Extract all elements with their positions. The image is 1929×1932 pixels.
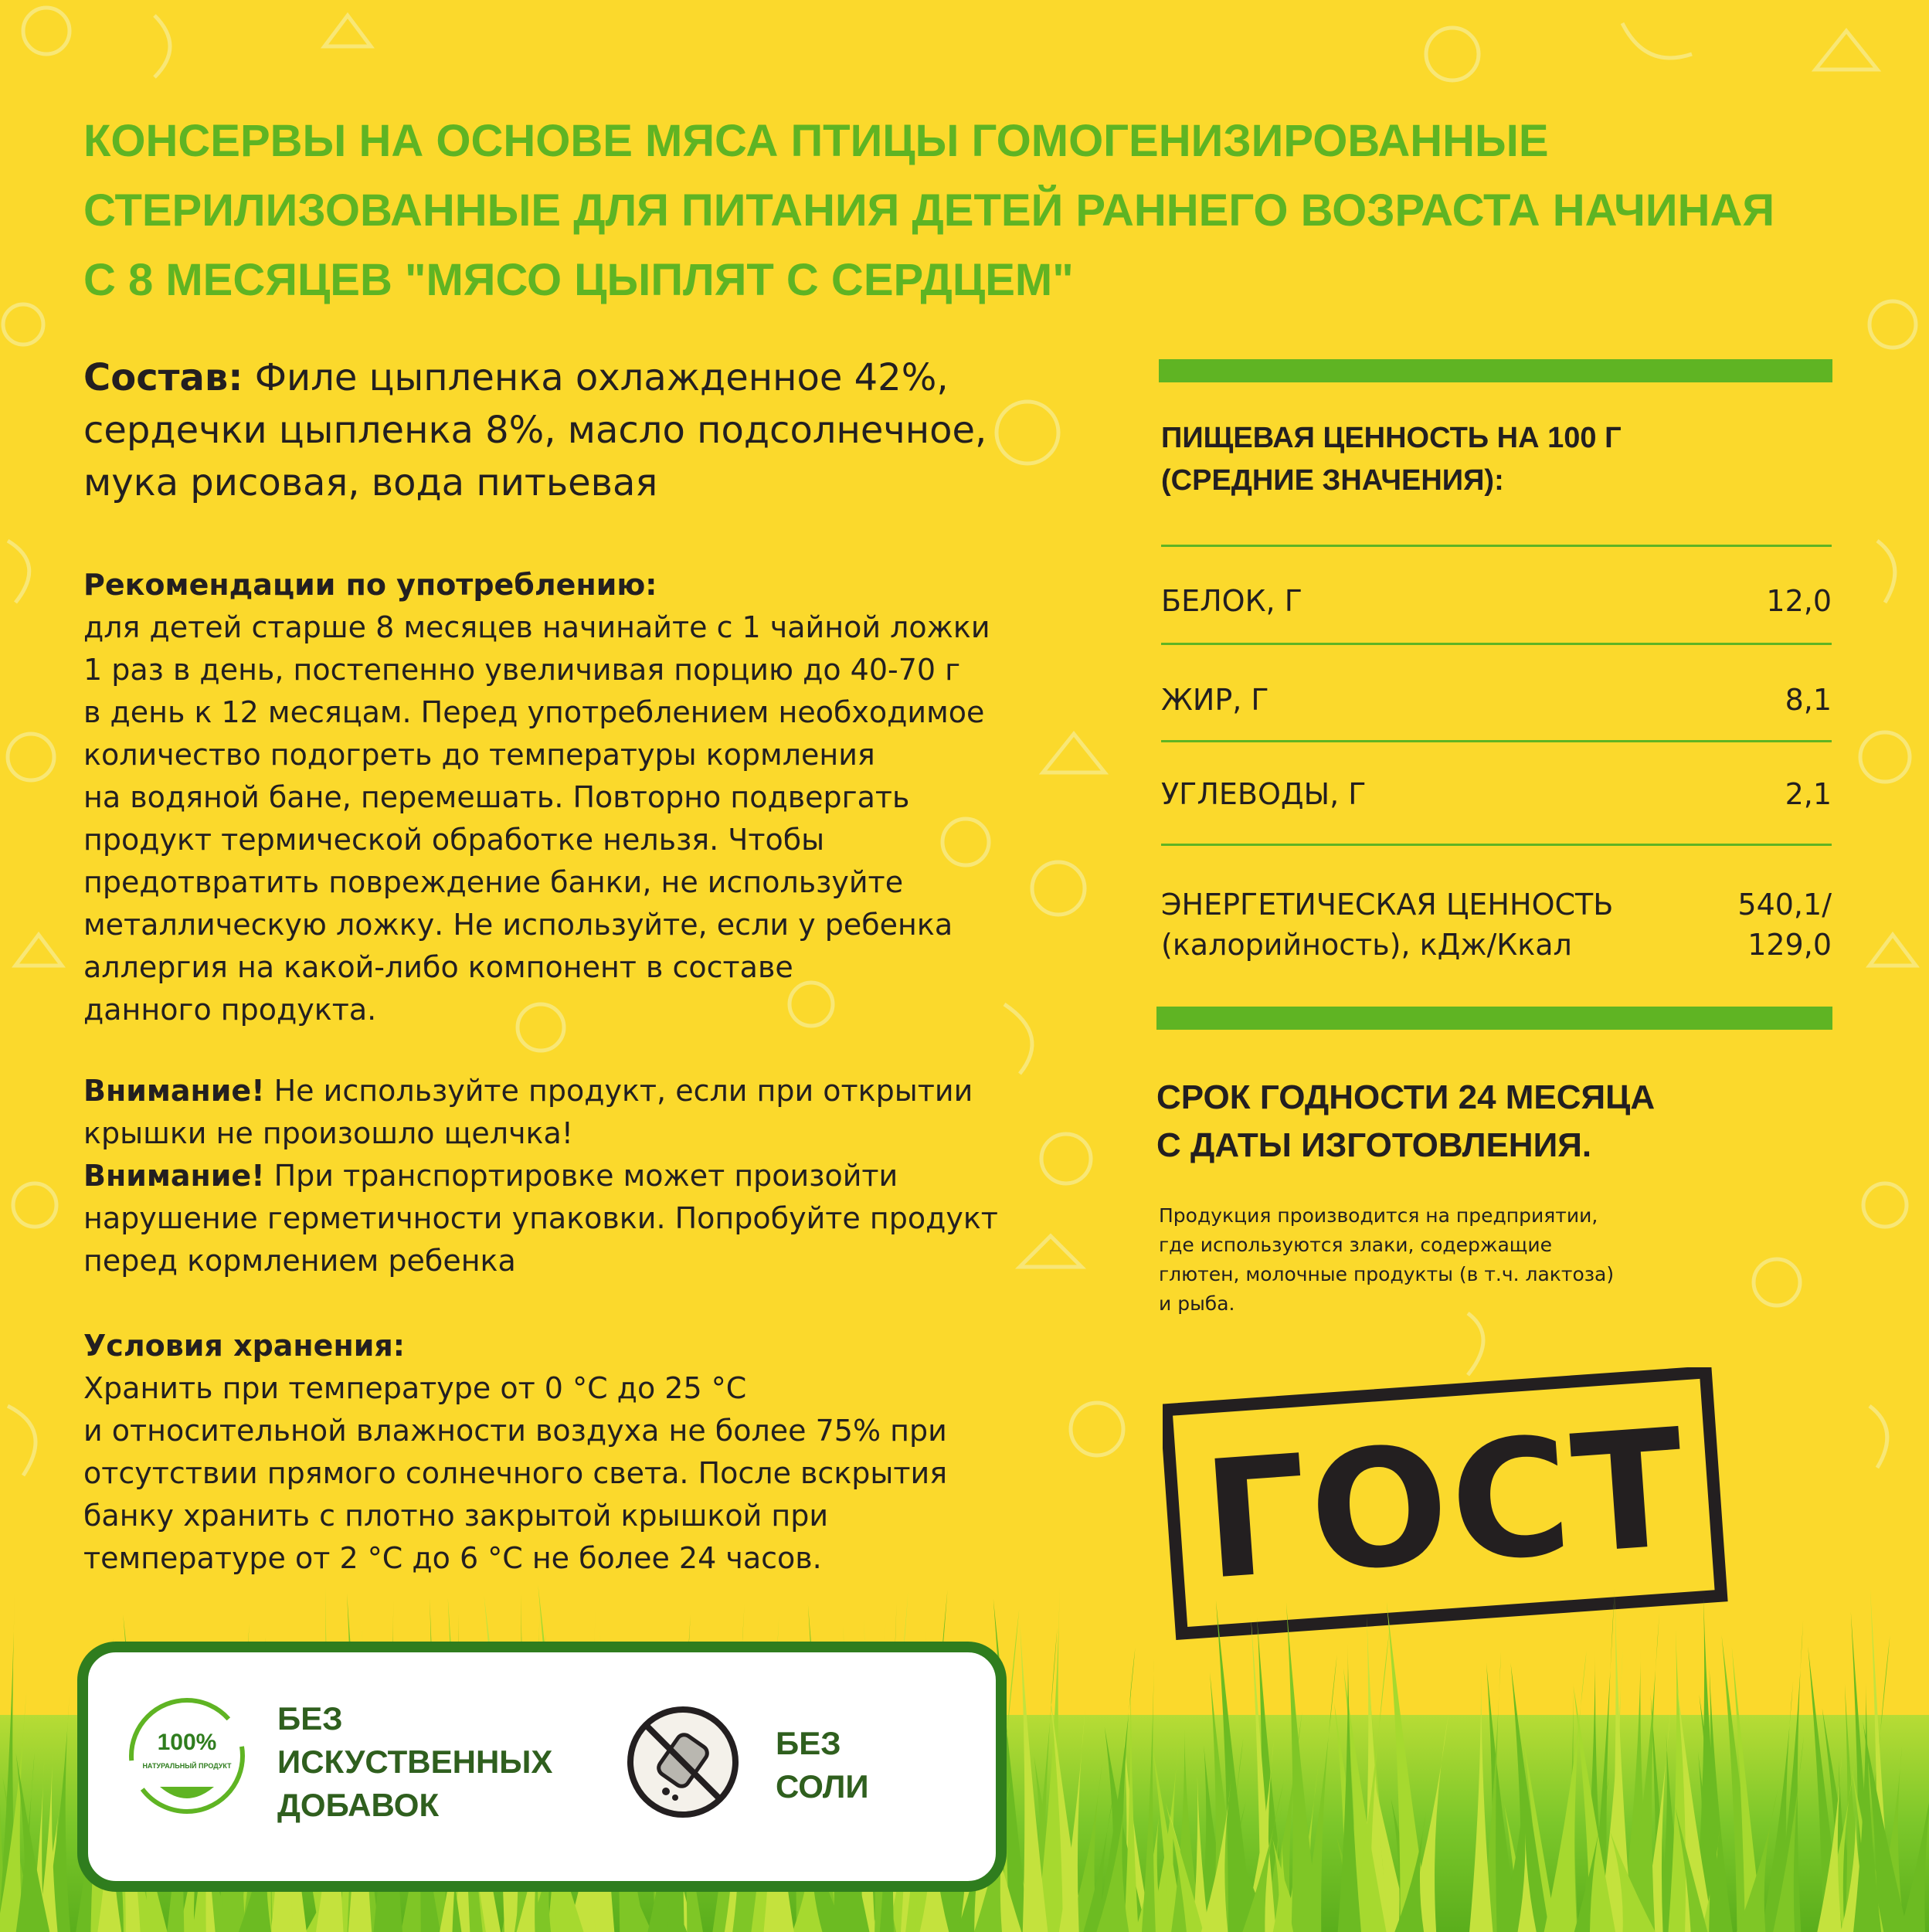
stamp-text: ГОСТ <box>1197 1393 1693 1616</box>
energy-label-line-2: (калорийность), кДж/Ккал <box>1161 928 1572 962</box>
nutrition-row-value: 12,0 <box>1766 584 1832 618</box>
nutrition-row-label: БЕЛОК, Г <box>1161 584 1302 618</box>
no-additives-line: БЕЗ <box>277 1700 343 1737</box>
nutrition-row-label: ЖИР, Г <box>1161 683 1269 717</box>
no-additives-line: ИСКУСТВЕННЫХ <box>277 1744 553 1780</box>
nutrition-divider <box>1161 844 1832 846</box>
recommendations-label: Рекомендации по употреблению: <box>83 568 657 602</box>
title-line-1: КОНСЕРВЫ НА ОСНОВЕ МЯСА ПТИЦЫ ГОМОГЕНИЗИРОВАННЫЕ <box>83 116 1549 166</box>
composition-section <box>83 351 1119 509</box>
energy-label <box>1161 885 1613 965</box>
nutrition-divider <box>1161 643 1832 645</box>
recommendation-line: в день к 12 месяцам. Перед употреблением необходимое <box>83 695 985 729</box>
storage-label: Условия хранения: <box>83 1329 405 1363</box>
recommendations-section <box>83 564 1119 1031</box>
warning-label-2: Внимание! <box>83 1159 265 1193</box>
notice-line: Продукция производится на предприятии, <box>1159 1204 1598 1227</box>
energy-value-line-2: 129,0 <box>1747 928 1832 962</box>
nutrition-heading-line-2: (СРЕДНИЕ ЗНАЧЕНИЯ): <box>1161 464 1504 497</box>
storage-line: Хранить при температуре от 0 °С до 25 °С <box>83 1371 747 1405</box>
natural-percent: 100% <box>157 1730 217 1755</box>
energy-value-line-1: 540,1/ <box>1737 888 1832 922</box>
product-title <box>83 107 1860 315</box>
no-salt-icon <box>621 1700 745 1824</box>
title-line-3: С 8 МЕСЯЦЕВ "МЯСО ЦЫПЛЯТ С СЕРДЦЕМ" <box>83 255 1074 305</box>
no-additives-line: ДОБАВОК <box>277 1787 440 1823</box>
shelf-life-line-2: С ДАТЫ ИЗГОТОВЛЕНИЯ. <box>1156 1126 1592 1164</box>
nutrition-row-value: 2,1 <box>1785 777 1832 811</box>
shelf-life <box>1156 1074 1655 1170</box>
storage-line: и относительной влажности воздуха не более 75% при <box>83 1414 947 1448</box>
recommendation-line: на водяной бане, перемешать. Повторно подвергать <box>83 780 910 814</box>
nutrition-row-label: УГЛЕВОДЫ, Г <box>1161 777 1367 811</box>
recommendation-line: аллергия на какой-либо компонент в составе <box>83 950 793 984</box>
storage-section <box>83 1325 1119 1580</box>
nutrition-row-value: 8,1 <box>1785 683 1832 717</box>
recommendation-line: металлическую ложку. Не используйте, если у ребенка <box>83 908 953 942</box>
no-salt-line: БЕЗ <box>776 1725 841 1761</box>
warning-text-2a: При транспортировке может произойти <box>264 1159 898 1193</box>
nutrition-top-bar <box>1159 359 1832 382</box>
no-additives-text <box>277 1697 552 1827</box>
warning-text-1a: Не используйте продукт, если при открытии <box>264 1074 973 1108</box>
shelf-life-line-1: СРОК ГОДНОСТИ 24 МЕСЯЦА <box>1156 1078 1656 1116</box>
nutrition-bottom-bar <box>1156 1007 1832 1030</box>
composition-line-3: мука рисовая, вода питьевая <box>83 461 658 504</box>
composition-line-2: сердечки цыпленка 8%, масло подсолнечное, <box>83 409 987 452</box>
title-line-2: СТЕРИЛИЗОВАННЫЕ ДЛЯ ПИТАНИЯ ДЕТЕЙ РАННЕГО ВОЗРАСТА НАЧИНАЯ <box>83 185 1775 236</box>
nutrition-heading-line-1: ПИЩЕВАЯ ЦЕННОСТЬ НА 100 Г <box>1161 422 1622 454</box>
storage-line: банку хранить с плотно закрытой крышкой при <box>83 1499 829 1533</box>
recommendation-line: продукт термической обработке нельзя. Чтобы <box>83 823 825 857</box>
recommendation-line: 1 раз в день, постепенно увеличивая порцию до 40-70 г <box>83 653 961 687</box>
storage-line: отсутствии прямого солнечного света. После вскрытия <box>83 1456 948 1490</box>
warning-text-2c: перед кормлением ребенка <box>83 1244 516 1278</box>
allergen-notice <box>1159 1201 1614 1319</box>
natural-product-icon <box>125 1694 249 1818</box>
notice-line: глютен, молочные продукты (в т.ч. лактоза) <box>1159 1263 1615 1285</box>
warning-label-1: Внимание! <box>83 1074 265 1108</box>
storage-line: температуре от 2 °С до 6 °С не более 24 часов. <box>83 1541 822 1575</box>
nutrition-divider <box>1161 545 1832 547</box>
energy-value <box>1737 885 1832 965</box>
nutrition-row-energy <box>1161 885 1832 969</box>
recommendation-line: данного продукта. <box>83 993 377 1027</box>
notice-line: и рыба. <box>1159 1292 1235 1315</box>
nutrition-divider <box>1161 740 1832 742</box>
badge-panel <box>77 1642 1007 1892</box>
recommendation-line: количество подогреть до температуры кормления <box>83 738 875 772</box>
no-salt-line: СОЛИ <box>776 1768 869 1805</box>
recommendation-line: предотвратить повреждение банки, не используйте <box>83 865 904 899</box>
warnings-section <box>83 1070 1119 1282</box>
recommendation-line: для детей старше 8 месяцев начинайте с 1 чайной ложки <box>83 610 990 644</box>
composition-label: Состав: <box>83 356 243 399</box>
natural-ring-text: НАТУРАЛЬНЫЙ ПРОДУКТ <box>142 1762 232 1770</box>
notice-line: где используются злаки, содержащие <box>1159 1234 1552 1256</box>
warning-text-1b: крышки не произошло щелчка! <box>83 1116 574 1150</box>
warning-text-2b: нарушение герметичности упаковки. Попробуйте продукт <box>83 1201 998 1235</box>
nutrition-heading <box>1161 417 1622 502</box>
composition-line-1: Филе цыпленка охлажденное 42%, <box>243 356 949 399</box>
no-salt-text <box>776 1722 869 1808</box>
energy-label-line-1: ЭНЕРГЕТИЧЕСКАЯ ЦЕННОСТЬ <box>1161 888 1614 922</box>
